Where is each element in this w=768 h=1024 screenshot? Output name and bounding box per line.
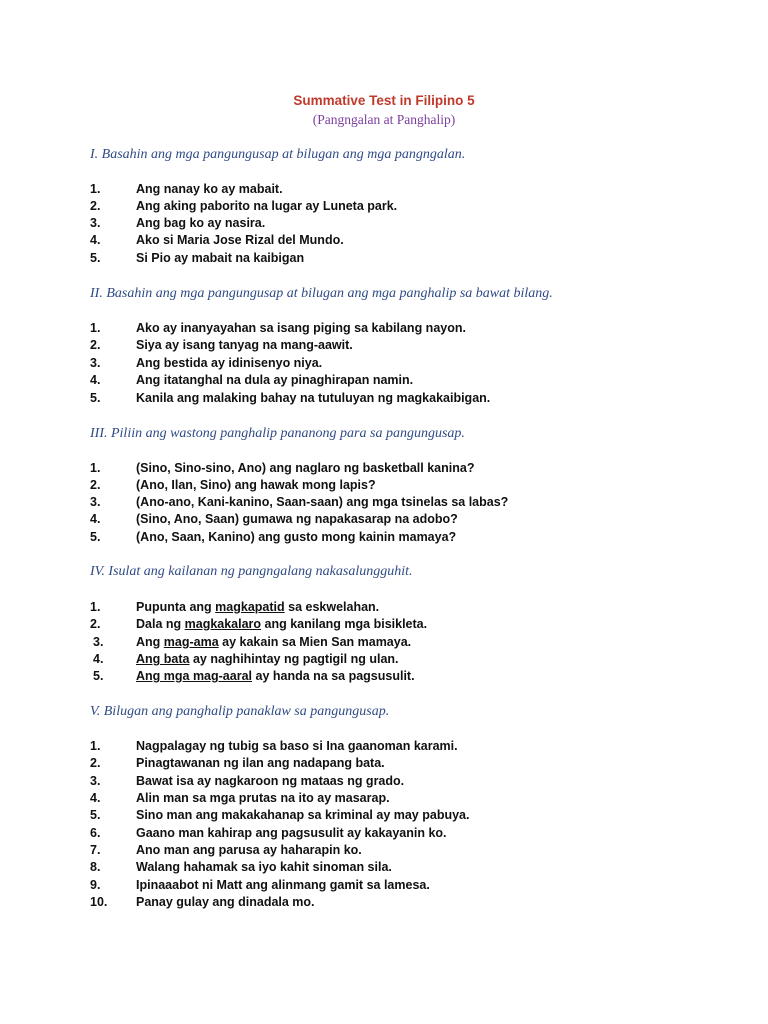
text-before: Dala ng [136, 617, 185, 631]
item-number: 8. [90, 860, 101, 874]
item-number: 3. [93, 635, 104, 649]
text-before: Pupunta ang [136, 600, 216, 614]
section-5-heading: V. Bilugan ang panghalip panaklaw sa pangungusap. [90, 704, 390, 719]
item-number: 2. [90, 338, 101, 352]
item-text: (Sino, Ano, Saan) gumawa ng napakasarap na adobo? [136, 512, 458, 526]
item-text: Ano man ang parusa ay haharapin ko. [136, 843, 362, 857]
text-after: ay kakain sa Mien San mamaya. [218, 635, 412, 649]
text-after: ay handa na sa pagsusulit. [252, 669, 415, 683]
item-number: 3. [90, 356, 101, 370]
item-text: Gaano man kahirap ang pagsusulit ay kakayanin ko. [136, 826, 447, 840]
item-text: Siya ay isang tanyag na mang-aawit. [136, 338, 353, 352]
item-text: Ako si Maria Jose Rizal del Mundo. [136, 233, 344, 247]
item-number: 4. [93, 652, 104, 666]
item-number: 5. [93, 669, 104, 683]
item-text: Nagpalagay ng tubig sa baso si Ina gaanoman karami. [136, 739, 458, 753]
item-text: Ang bag ko ay nasira. [136, 216, 266, 230]
item-number: 4. [90, 373, 101, 387]
text-after: ang kanilang mga bisikleta. [261, 617, 428, 631]
section-3-heading: III. Piliin ang wastong panghalip pananong para sa pangungusap. [90, 426, 465, 441]
item-text: Alin man sa mga prutas na ito ay masarap. [136, 791, 390, 805]
item-number: 4. [90, 791, 101, 805]
section-4-heading: IV. Isulat ang kailanan ng pangngalang nakasalungguhit. [90, 564, 413, 579]
section-1-heading: I. Basahin ang mga pangungusap at bilugan ang mga pangngalan. [90, 147, 466, 162]
item-text: Ang itatanghal na dula ay pinaghirapan namin. [136, 373, 414, 387]
item-number: 2. [90, 199, 101, 213]
item-number: 9. [90, 878, 101, 892]
item-text [136, 616, 427, 633]
item-text: Walang hahamak sa iyo kahit sinoman sila. [136, 860, 392, 874]
item-number: 6. [90, 826, 101, 840]
item-number: 1. [90, 739, 101, 753]
section-2-heading: II. Basahin ang mga pangungusap at bilugan ang mga panghalip sa bawat bilang. [90, 286, 553, 301]
underlined-noun: Ang mga mag-aaral [136, 669, 253, 683]
item-number: 3. [90, 495, 101, 509]
text-before: Ang [136, 635, 164, 649]
item-text: Ako ay inanyayahan sa isang piging sa kabilang nayon. [136, 321, 466, 335]
text-after: sa eskwelahan. [284, 600, 380, 614]
item-text: (Sino, Sino-sino, Ano) ang naglaro ng basketball kanina? [136, 461, 475, 475]
item-number: 3. [90, 216, 101, 230]
item-number: 5. [90, 251, 101, 265]
item-number: 1. [90, 321, 101, 335]
item-text: Ipinaaabot ni Matt ang alinmang gamit sa lamesa. [136, 878, 430, 892]
document-title: Summative Test in Filipino 5 [293, 93, 475, 108]
item-text: Bawat isa ay nagkaroon ng mataas ng grado. [136, 774, 405, 788]
item-number: 3. [90, 774, 101, 788]
item-text: Pinagtawanan ng ilan ang nadapang bata. [136, 756, 385, 770]
underlined-noun: Ang bata [136, 652, 190, 666]
item-number: 5. [90, 808, 101, 822]
item-number: 2. [90, 617, 101, 631]
item-text: (Ano, Saan, Kanino) ang gusto mong kainin mamaya? [136, 530, 457, 544]
item-text: (Ano-ano, Kani-kanino, Saan-saan) ang mga tsinelas sa labas? [136, 495, 509, 509]
underlined-noun: magkapatid [215, 600, 285, 614]
item-number: 4. [90, 512, 101, 526]
item-number: 7. [90, 843, 101, 857]
item-text: Ang bestida ay idinisenyo niya. [136, 356, 323, 370]
item-number: 2. [90, 756, 101, 770]
item-text: Ang aking paborito na lugar ay Luneta park. [136, 199, 398, 213]
item-number: 1. [90, 461, 101, 475]
item-number: 1. [90, 600, 101, 614]
item-number: 2. [90, 478, 101, 492]
item-number: 1. [90, 182, 101, 196]
item-text: Panay gulay ang dinadala mo. [136, 895, 315, 909]
underlined-noun: magkakalaro [184, 617, 262, 631]
item-number: 10. [90, 895, 108, 909]
item-text [136, 668, 415, 685]
item-text [136, 599, 379, 616]
item-text [136, 634, 411, 651]
underlined-noun: mag-ama [163, 635, 219, 649]
item-number: 5. [90, 391, 101, 405]
item-text: Kanila ang malaking bahay na tutuluyan ng magkakaibigan. [136, 391, 491, 405]
item-text [136, 651, 399, 668]
item-text: Si Pio ay mabait na kaibigan [136, 251, 305, 265]
item-number: 5. [90, 530, 101, 544]
item-text: Ang nanay ko ay mabait. [136, 182, 283, 196]
item-text: Sino man ang makakahanap sa kriminal ay may pabuya. [136, 808, 470, 822]
item-text: (Ano, Ilan, Sino) ang hawak mong lapis? [136, 478, 376, 492]
item-number: 4. [90, 233, 101, 247]
document-subtitle: (Pangngalan at Panghalip) [312, 112, 456, 127]
text-after: ay naghihintay ng pagtigil ng ulan. [189, 652, 399, 666]
